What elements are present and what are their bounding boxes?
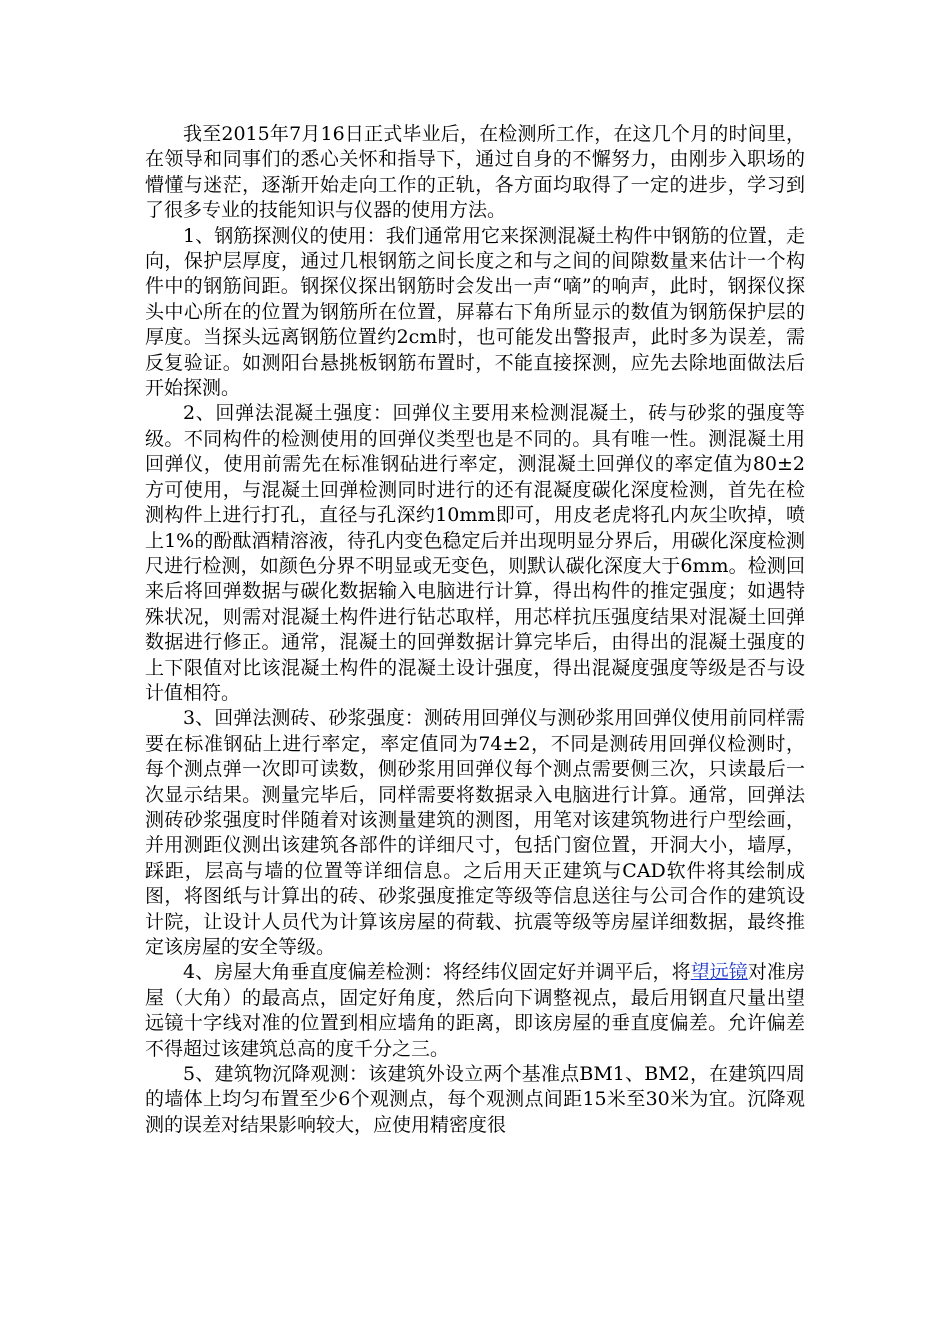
intro-paragraph: 我至2015年7月16日正式毕业后，在检测所工作，在这几个月的时间里，在领导和同事们的悉心关怀和指导下，通过自身的不懈努力，由刚步入职场的懵懂与迷茫，逐渐开始走向工作的正轨，各方面均取得了一定的进步，学习到了很多专业的技能知识与仪器的使用方法。 xyxy=(145,123,805,222)
settlement-paragraph: 5、建筑物沉降观测：该建筑外设立两个基准点BM1、BM2，在建筑四周的墙体上均匀布置至少6个观测点，每个观测点间距15米至30米为宜。沉降观测的误差对结果影响较大，应使用精密度很 xyxy=(145,1063,805,1136)
brick-mortar-rebound-paragraph: 3、回弹法测砖、砂浆强度：测砖用回弹仪与测砂浆用回弹仪使用前同样需要在标准钢砧上进行率定，率定值同为74±2，不同是测砖用回弹仪检测时，每个测点弹一次即可读数，侧砂浆用回弹仪每个测点需要侧三次，只读最后一次显示结果。测量完毕后，同样需要将数据录入电脑进行计算。通常，回弹法测砖砂浆强度时伴随着对该测量建筑的测图，用笔对该建筑物进行户型绘画，并用测距仪测出该建筑各部件的详细尺寸，包括门窗位置，开洞大小，墙厚，踩距，层高与墙的位置等详细信息。之后用天正建筑与CAD软件将其绘制成图，将图纸与计算出的砖、砂浆强度推定等级等信息送往与公司合作的建筑设计院，让设计人员代为计算该房屋的荷载、抗震等级等房屋详细数据，最终推定该房屋的安全等级。 xyxy=(145,707,805,958)
verticality-text-start: 4、房屋大角垂直度偏差检测：将经纬仪固定好并调平后，将 xyxy=(183,961,691,984)
document-body xyxy=(145,122,805,1138)
verticality-paragraph xyxy=(145,960,805,1062)
rebar-detector-paragraph: 1、钢筋探测仪的使用：我们通常用它来探测混凝土构件中钢筋的位置，走向，保护层厚度，通过几根钢筋之间长度之和与之间的间隙数量来估计一个构件中的钢筋间距。钢探仪探出钢筋时会发出一声“嘀”的响声，此时，钢探仪探头中心所在的位置为钢筋所在位置，屏幕右下角所显示的数值为钢筋保护层的厚度。当探头远离钢筋位置约2cm时，也可能发出警报声，此时多为误差，需反复验证。如测阳台悬挑板钢筋布置时，不能直接探测，应先去除地面做法后开始探测。 xyxy=(145,224,805,400)
verticality-text-end: 对准房屋（大角）的最高点，固定好角度，然后向下调整视点，最后用钢直尺量出望远镜十字线对准的位置到相应墙角的距离，即该房屋的垂直度偏差。允许偏差不得超过该建筑总高的度千分之三。 xyxy=(145,961,805,1060)
telescope-link[interactable]: 望远镜 xyxy=(690,961,748,984)
concrete-rebound-paragraph: 2、回弹法混凝土强度：回弹仪主要用来检测混凝土，砖与砂浆的强度等级。不同构件的检测使用的回弹仪类型也是不同的。具有唯一性。测混凝土用回弹仪，使用前需先在标准钢砧进行率定，测混凝土回弹仪的率定值为80±2方可使用，与混凝土回弹检测同时进行的还有混凝度碳化深度检测，首先在检测构件上进行打孔，直径与孔深约10mm即可，用皮老虎将孔内灰尘吹掉，喷上1%的酚酞酒精溶液，待孔内变色稳定后并出现明显分界后，用碳化深度检测尺进行检测，如颜色分界不明显或无变色，则默认碳化深度大于6mm。检测回来后将回弹数据与碳化数据输入电脑进行计算，得出构件的推定强度；如遇特殊状况，则需对混凝土构件进行钻芯取样，用芯样抗压强度结果对混凝土回弹数据进行修正。通常，混凝土的回弹数据计算完毕后，由得出的混凝土强度的上下限值对比该混凝土构件的混凝土设计强度，得出混凝度强度等级是否与设计值相符。 xyxy=(145,402,805,704)
